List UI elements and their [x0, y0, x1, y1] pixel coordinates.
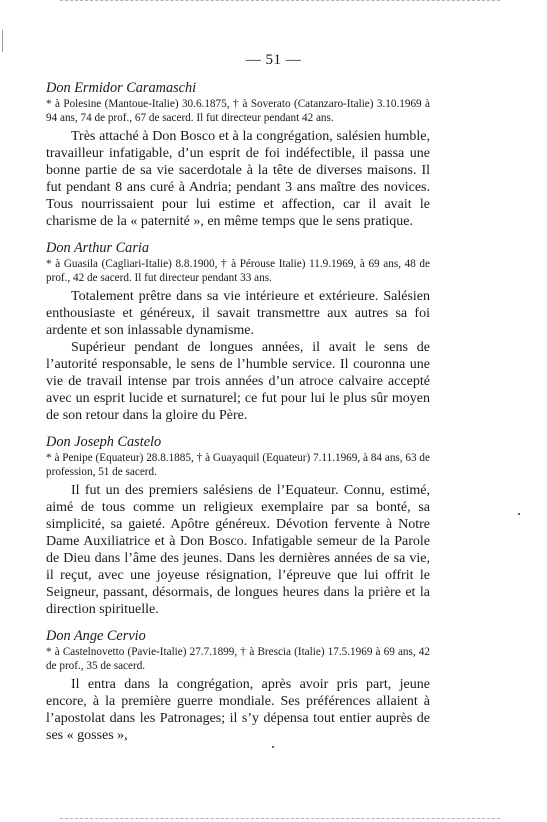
bottom-dashed-rule	[60, 818, 500, 819]
entry-name: Don Ermidor Caramaschi	[46, 80, 197, 96]
obituary-entry	[46, 628, 430, 744]
entry-meta: * à Polesine (Mantoue-Italie) 30.6.1875, † à Soverato (Catanzaro-Italie) 3.10.1969 à 94 ans, 74 de prof., 67 de sacerd. Il fut directeur pendant 42 ans.	[46, 98, 430, 124]
speck-mark	[518, 513, 520, 515]
entry-paragraph: Totalement prêtre dans sa vie intérieure et extérieure. Salésien enthousiaste et généreux, il savait transmettre aux autres sa foi ardente et son inlassable dynamisme.	[46, 289, 430, 338]
entry-meta: * à Penipe (Equateur) 28.8.1885, † à Guayaquil (Equateur) 7.11.1969, à 84 ans, 63 de profession, 51 de sacerd.	[46, 452, 430, 478]
entry-name: Don Joseph Castelo	[46, 434, 162, 450]
entry-name: Don Ange Cervio	[46, 628, 146, 644]
entry-paragraph: Très attaché à Don Bosco et à la congrégation, salésien humble, travailleur infatigable, d’un esprit de foi indéfectible, il passa une bonne partie de sa vie sacerdotale à la tête de diverses maisons. Il fut pendant 8 ans curé à Andria; pendant 3 ans maître des novices. Tous nourrissaient pour lui estime et affection, car il avait le charisme de la « paternité », en même temps que le sens pratique.	[46, 129, 430, 229]
obituary-entry	[46, 80, 430, 230]
entry-meta: * à Castelnovetto (Pavie-Italie) 27.7.1899, † à Brescia (Italie) 17.5.1969 à 69 ans, 42 de prof., 35 de sacerd.	[46, 646, 430, 672]
page-content	[46, 80, 430, 744]
left-edge-mark	[2, 30, 3, 52]
entry-meta: * à Guasila (Cagliari-Italie) 8.8.1900, † à Pérouse Italie) 11.9.1969, à 69 ans, 48 de prof., 42 de sacerd. Il fut directeur pendant 33 ans.	[46, 258, 430, 284]
entry-paragraph: Il fut un des premiers salésiens de l’Equateur. Connu, estimé, aimé de tous comme un religieux exemplaire par sa bonté, sa simplicité, sa gaieté. Apôtre généreux. Dévotion fervente à Notre Dame Auxiliatrice et à Don Bosco. Infatigable semeur de la Parole de Dieu dans l’âme des jeunes. Dans les dernières années de sa vie, il reçut, avec une joyeuse résignation, l’épreuve que lui offrit le Seigneur, passant, désormais, de longues heures dans la prière et la direction spirituelle.	[46, 483, 430, 617]
entry-paragraph: Il entra dans la congrégation, après avoir pris part, jeune encore, à la première guerre mondiale. Ses préférences allaient à l’apostolat dans les Patronages; il s’y dépensa tout entier auprès de ses « gosses »,	[46, 677, 430, 743]
entry-name: Don Arthur Caria	[46, 240, 150, 256]
page-number: — 51 —	[245, 52, 302, 68]
top-dashed-rule	[60, 0, 500, 1]
obituary-entry	[46, 434, 430, 618]
obituary-entry	[46, 240, 430, 424]
speck-mark	[272, 746, 274, 748]
entry-paragraph: Supérieur pendant de longues années, il avait le sens de l’autorité responsable, le sens de l’humble service. Il couronna une vie de travail intense par trois années d’un atroce calvaire accepté avec un esprit lucide et surnaturel; ce fut pour lui le plus sûr moyen de son retour dans la gloire du Père.	[46, 340, 430, 423]
